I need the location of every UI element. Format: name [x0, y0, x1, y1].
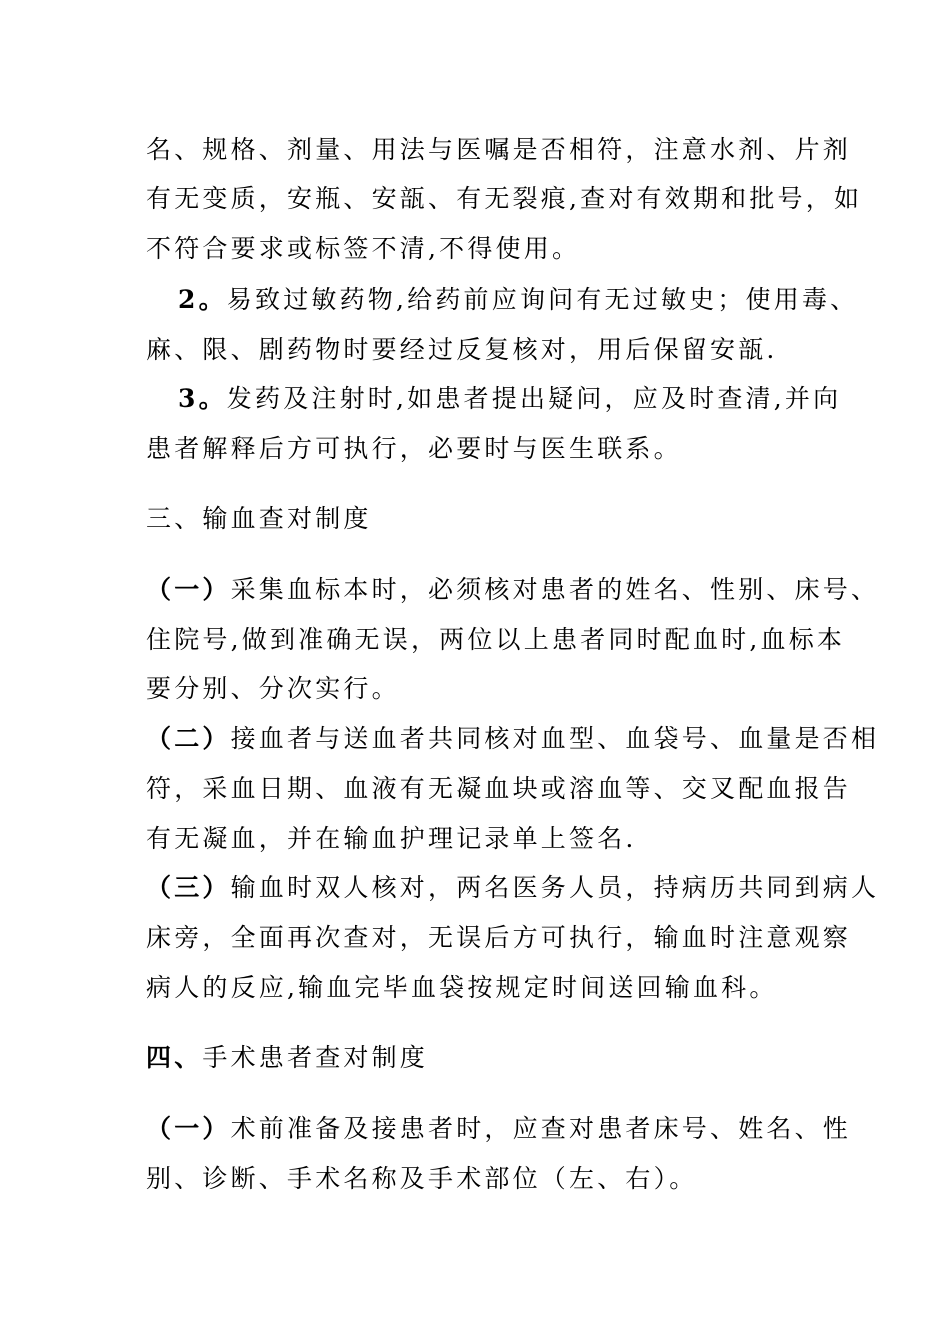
- sub-item-label: （二）: [146, 724, 231, 753]
- paragraph-line: 有无凝血，并在输血护理记录单上签名.: [146, 824, 637, 853]
- sub-item-text: 术前准备及接患者时，应查对患者床号、姓名、性: [230, 1114, 852, 1143]
- paragraph-line: 床旁，全面再次查对，无误后方可执行，输血时注意观察: [146, 923, 852, 952]
- sub-item-text: 接血者与送血者共同核对血型、血袋号、血量是否相: [230, 724, 880, 753]
- sub-item-3: [146, 873, 879, 903]
- heading-text: 手术患者查对制度: [202, 1043, 429, 1072]
- item-number: 3。: [178, 384, 227, 413]
- item-number: 2。: [178, 285, 227, 314]
- paragraph-line: 麻、限、剧药物时要经过反复核对，用后保留安瓿.: [146, 335, 778, 364]
- sub-item-label: （三）: [146, 873, 231, 902]
- list-item-3: [178, 384, 841, 414]
- sub-item-text: 采集血标本时，必须核对患者的姓名、性别、床号、: [230, 575, 880, 604]
- item-text: 发药及注射时,如患者提出疑问，应及时查清,并向: [226, 384, 842, 413]
- heading-number: 四、: [146, 1043, 203, 1072]
- item-text: 易致过敏药物,给药前应询问有无过敏史；使用毒、: [226, 285, 859, 314]
- paragraph-line: 住院号,做到准确无误，两位以上患者同时配血时,血标本: [146, 625, 846, 654]
- paragraph-line: 有无变质，安瓶、安瓿、有无裂痕,查对有效期和批号，如: [146, 184, 863, 213]
- sub-item-2: [146, 724, 879, 754]
- section-heading: [146, 1043, 428, 1073]
- paragraph-line: 别、诊断、手术名称及手术部位（左、右）。: [146, 1164, 698, 1193]
- paragraph-line: 符，采血日期、血液有无凝血块或溶血等、交叉配血报告: [146, 774, 852, 803]
- sub-item-label: （一）: [146, 575, 231, 604]
- list-item-2: [178, 285, 858, 315]
- paragraph-line: 病人的反应,输血完毕血袋按规定时间送回输血科。: [146, 973, 778, 1002]
- paragraph-line: 要分别、分次实行。: [146, 674, 400, 703]
- paragraph-line: 患者解释后方可执行，必要时与医生联系。: [146, 434, 682, 463]
- section-heading: 三、输血查对制度: [146, 504, 372, 533]
- sub-item-text: 输血时双人核对，两名医务人员，持病历共同到病人: [230, 873, 880, 902]
- sub-item-label: （一）: [146, 1114, 231, 1143]
- paragraph-line: 不符合要求或标签不清,不得使用。: [146, 234, 581, 263]
- sub-item-1: [146, 575, 879, 605]
- paragraph-line: 名、规格、剂量、用法与医嘱是否相符，注意水剂、片剂: [146, 135, 852, 164]
- sub-item-1: [146, 1114, 851, 1144]
